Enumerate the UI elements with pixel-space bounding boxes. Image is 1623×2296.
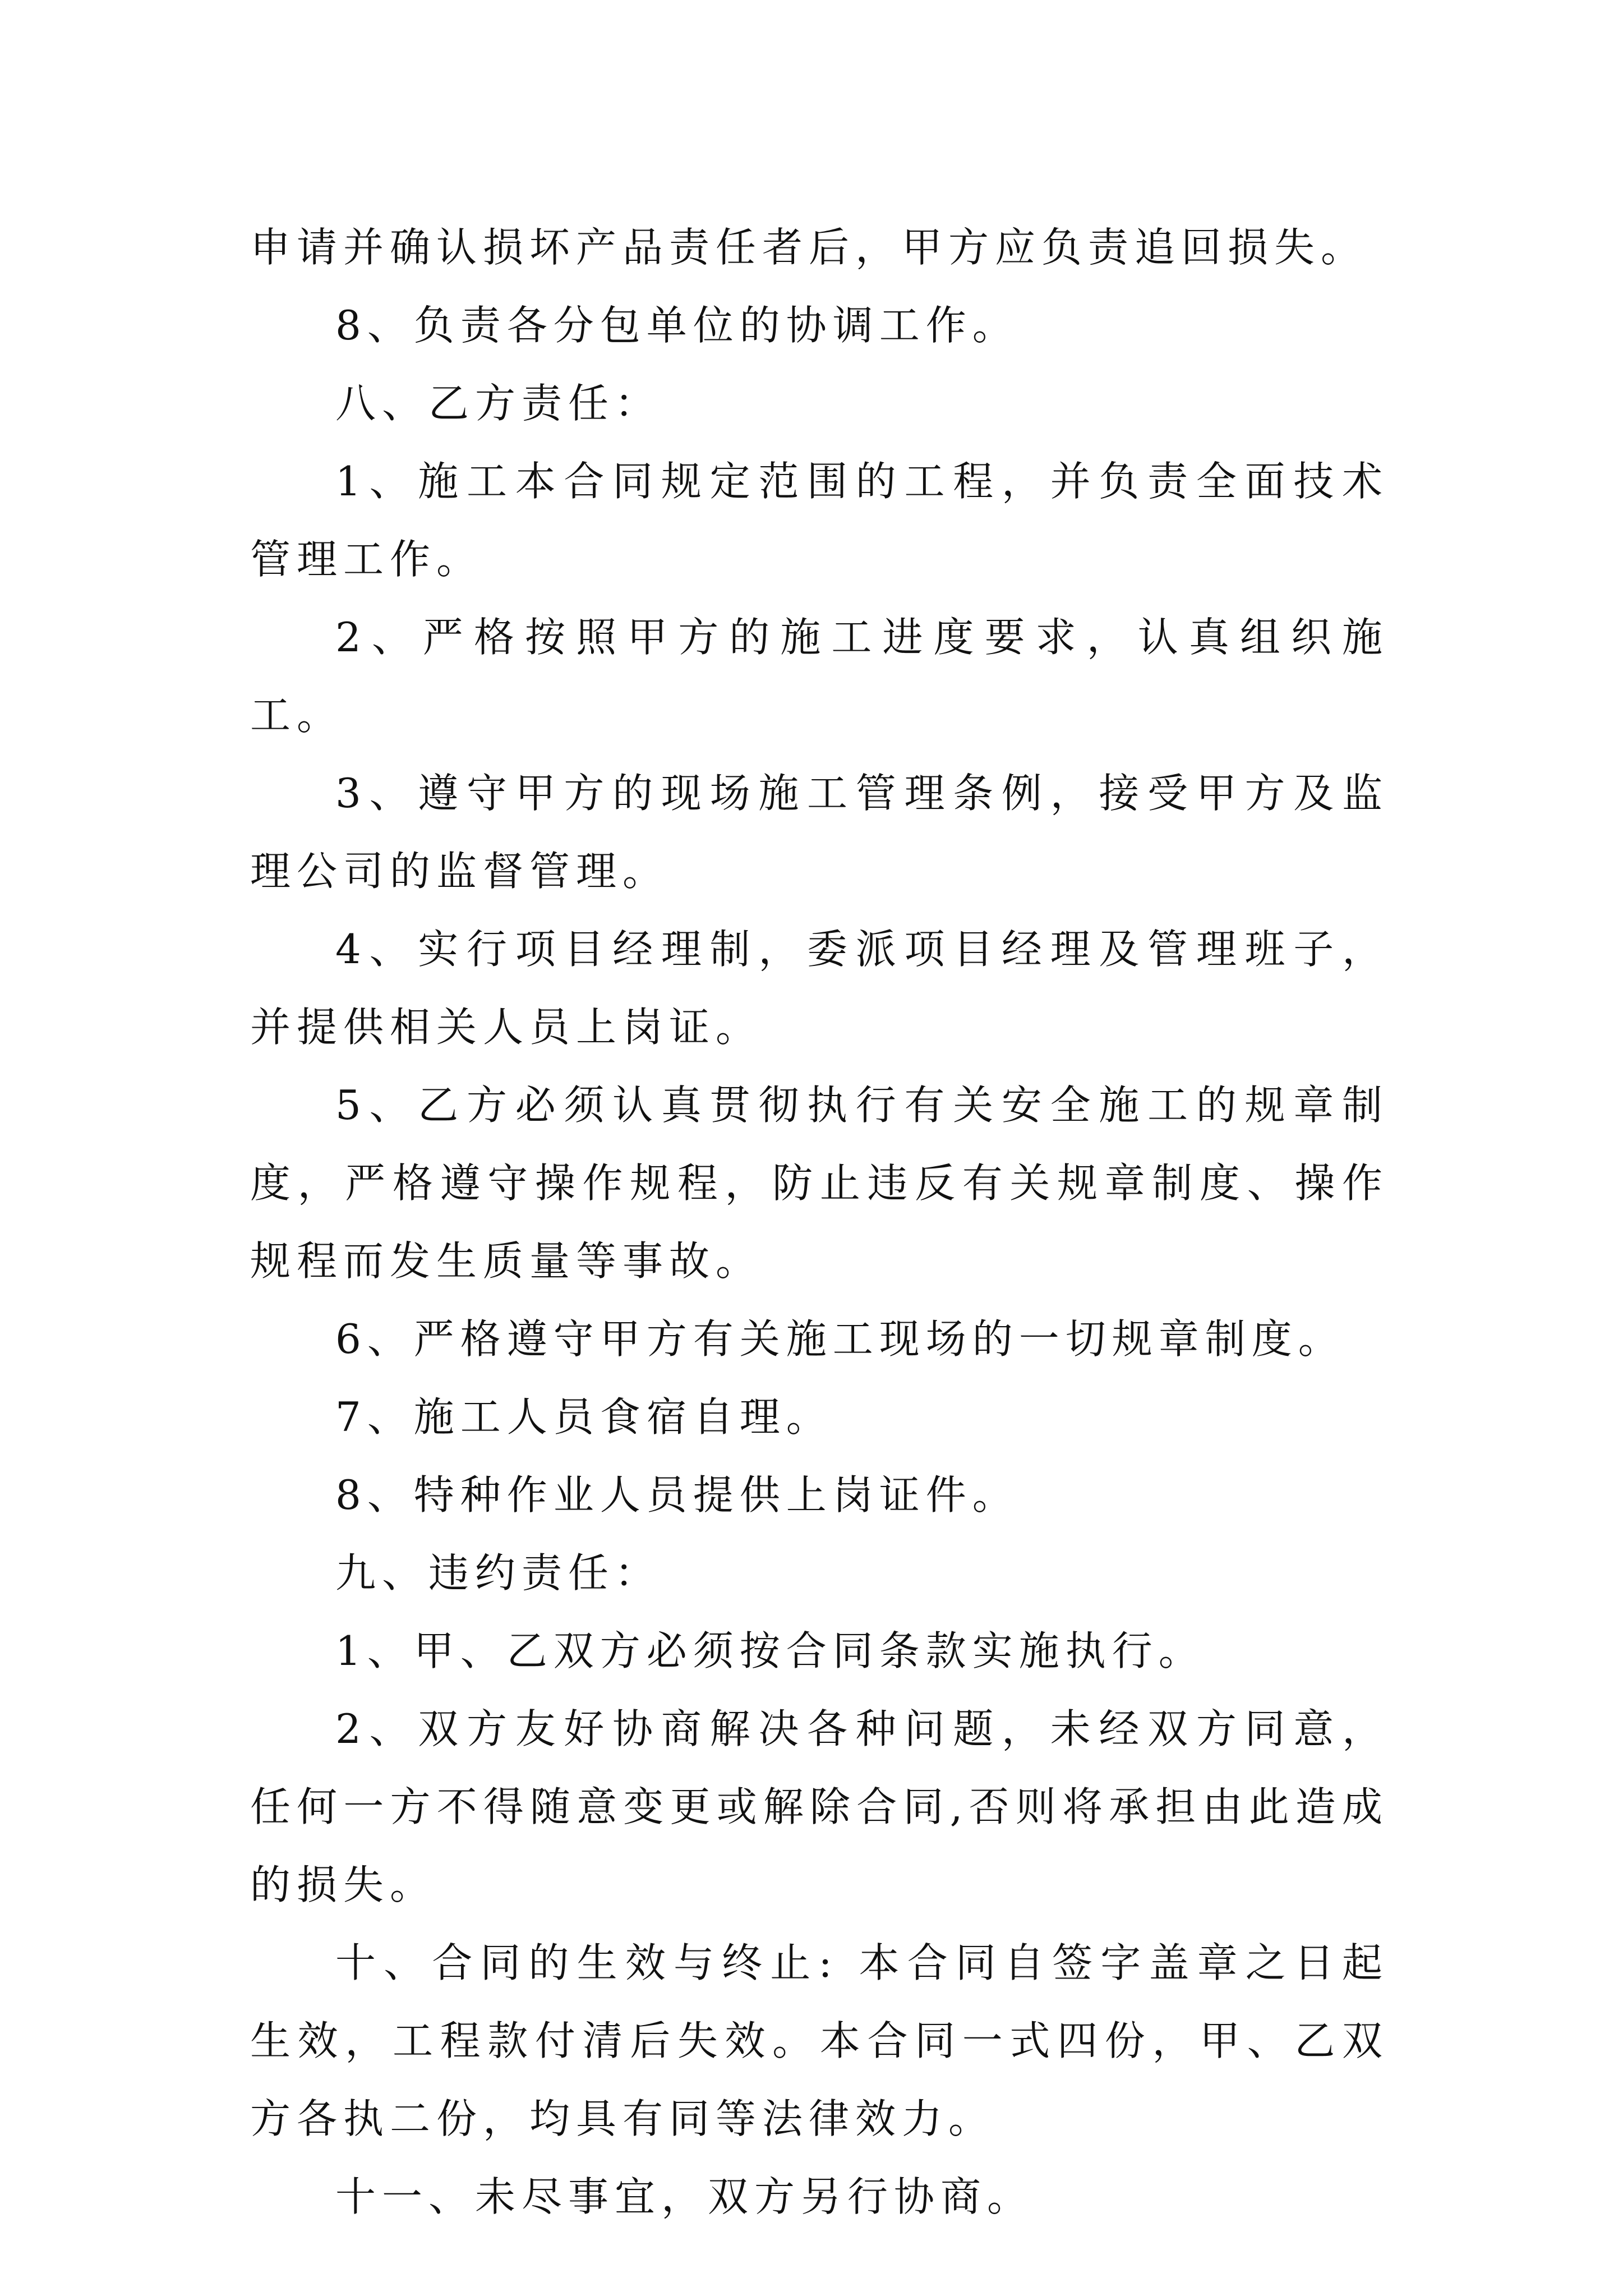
section-effect-termination: 十、合同的生效与终止: 本合同自签字盖章之日起生效，工程款付清后失效。本合同一式四份，甲、乙双方各执二份，均具有同等法律效力。 — [250, 1939, 1389, 2142]
paragraph-item-7-accommodation: 7、施工人员食宿自理。 — [335, 1393, 833, 1441]
paragraph-item-6-regulations: 6、严格遵守甲方有关施工现场的一切规章制度。 — [335, 1315, 1345, 1363]
paragraph-item-1-construction: 1、施工本合同规定范围的工程，并负责全面技术管理工作。 — [250, 458, 1389, 583]
paragraph-continuation: 申请并确认损坏产品责任者后，甲方应负责追回损失。 — [250, 224, 1368, 271]
document-body — [250, 209, 1389, 2236]
paragraph-item-2-negotiation: 2、双方友好协商解决各种问题，未经双方同意，任何一方不得随意变更或解除合同,否则将承担由此造成的损失。 — [250, 1705, 1389, 1908]
section-heading-party-b-responsibility: 八、乙方责任： — [335, 380, 662, 427]
paragraph-item-8-coordination: 8、负责各分包单位的协调工作。 — [335, 302, 1019, 349]
paragraph-item-1-compliance: 1、甲、乙双方必须按合同条款实施执行。 — [335, 1627, 1205, 1674]
paragraph-item-3-site-rules: 3、遵守甲方的现场施工管理条例，接受甲方及监理公司的监督管理。 — [250, 770, 1389, 895]
section-heading-breach-liability: 九、违约责任： — [335, 1549, 662, 1596]
paragraph-item-8-certificates: 8、特种作业人员提供上岗证件。 — [335, 1471, 1019, 1519]
paragraph-item-5-safety: 5、乙方必须认真贯彻执行有关安全施工的规章制度，严格遵守操作规程，防止违反有关规章制度、操作规程而发生质量等事故。 — [250, 1082, 1389, 1285]
section-other-matters: 十一、未尽事宜，双方另行协商。 — [335, 2173, 1034, 2220]
paragraph-item-4-project-manager: 4、实行项目经理制，委派项目经理及管理班子，并提供相关人员上岗证。 — [250, 926, 1389, 1051]
paragraph-item-2-schedule: 2、严格按照甲方的施工进度要求，认真组织施工。 — [250, 614, 1389, 739]
